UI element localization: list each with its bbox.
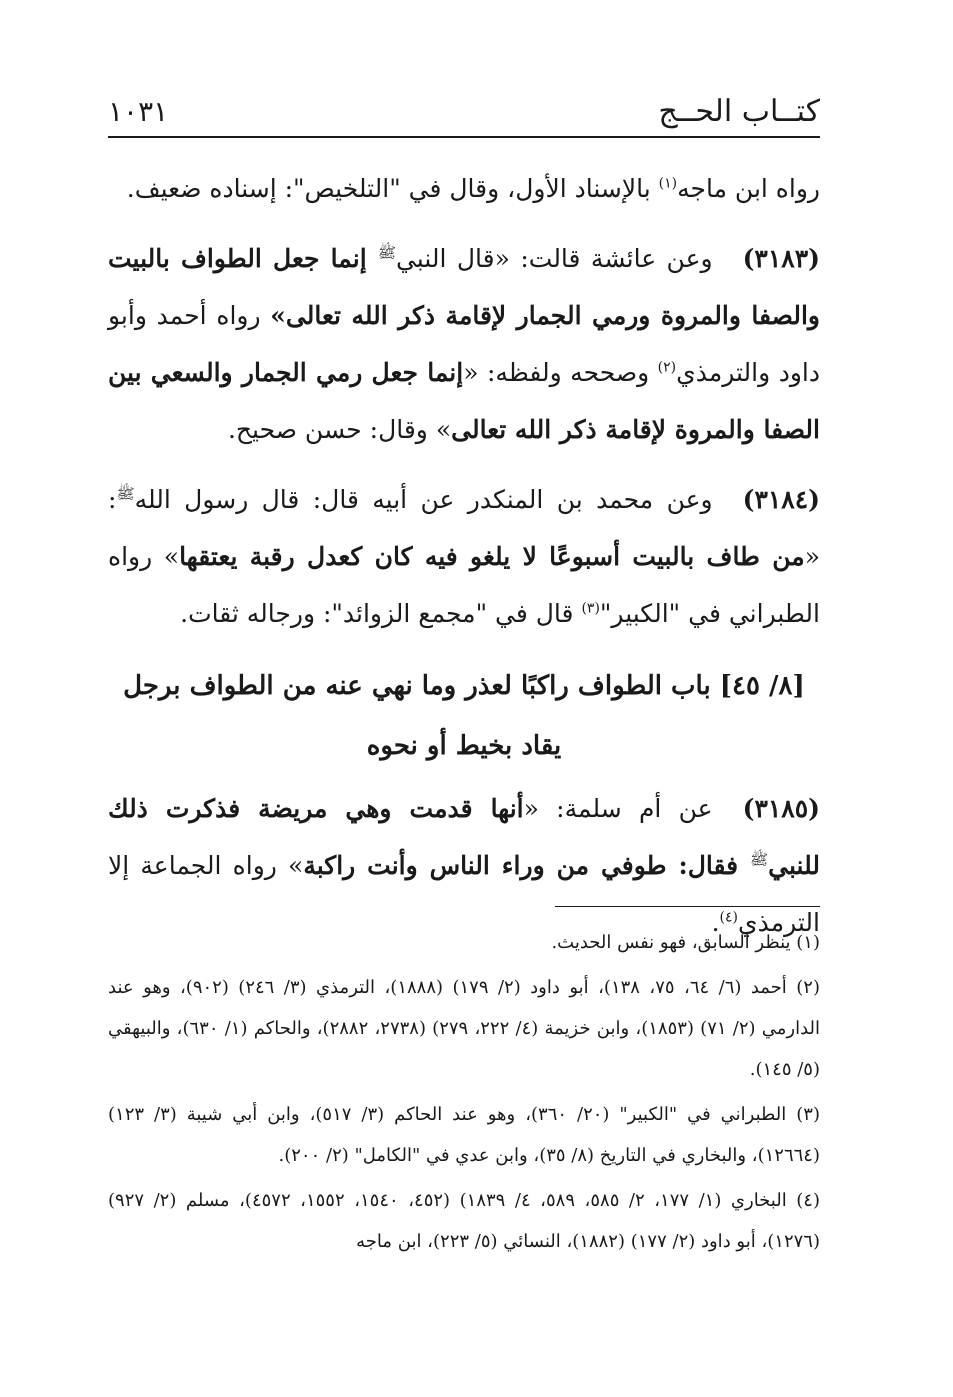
chapter-heading-line-1: [٨/ ٤٥] باب الطواف راكبًا لعذر وما نهي عنه من الطواف برجل <box>123 671 805 701</box>
text-span: » رواه الطبراني في "الكبير" <box>108 542 820 628</box>
hadith-quote: إنما جعل رمي الجمار والسعي بين الصفا والمروة لإقامة ذكر الله تعالى <box>108 358 820 444</box>
hadith-3184 <box>108 471 820 642</box>
text-span: » رواه الجماعة إلا الترمذي <box>108 851 820 937</box>
hadith-number: (٣١٨٣) <box>742 244 820 273</box>
text-span: وصححه ولفظه: « <box>463 358 658 387</box>
header-divider <box>108 136 820 138</box>
footnote-divider <box>555 906 820 907</box>
hadith-number: (٣١٨٥) <box>742 794 820 823</box>
text-span: وعن محمد بن المنكدر عن أبيه قال: قال رسول الله <box>134 485 713 514</box>
text-span: » وقال: حسن صحيح. <box>227 415 452 444</box>
hadith-3183 <box>108 230 820 458</box>
hadith-quote: أنها قدمت وهي مريضة فذكرت ذلك للنبي <box>108 794 820 880</box>
running-title: كتــاب الحــج <box>658 94 820 129</box>
chapter-heading <box>108 656 820 776</box>
hadith-quote: إنما جعل الطواف بالبيت والصفا والمروة ورمي الجمار لإقامة ذكر الله تعالى» <box>108 244 820 330</box>
footnote-3: (٣) الطبراني في "الكبير" (٢٠/ ٣٦٠)، وهو عند الحاكم (٣/ ٥١٧)، وابن أبي شيبة (٣/ ١٢٣) (١٢٦٦٤)، والبخاري في التاريخ (٨/ ٣٥)، وابن عدي في "الكامل" (٢/ ٢٠٠). <box>108 1104 820 1166</box>
text-span: رواه ابن ماجه <box>677 174 820 203</box>
footnote-4: (٤) البخاري (١/ ١٧٧، ٢/ ٥٨٥، ٥٨٩، ٤/ ١٨٣٩) (٤٥٢، ١٥٤٠، ١٥٥٢، ٤٥٧٢)، مسلم (٢/ ٩٢٧) (١٢٧٦)، أبو داود (٢/ ١٧٧) (١٨٨٢)، النسائي (٥/ ٢٢٣)، ابن ماجه <box>108 1190 820 1252</box>
text-span: وعن عائشة قالت: «قال النبي <box>395 244 713 273</box>
footnote-ref-1[interactable]: (١) <box>658 175 678 192</box>
footnote-2: (٢) أحمد (٦/ ٦٤، ٧٥، ١٣٨)، أبو داود (٢/ ١٧٩) (١٨٨٨)، الترمذي (٣/ ٢٤٦) (٩٠٢)، وهو عند الدارمي (٢/ ٧١) (١٨٥٣)، وابن خزيمة (٤/ ٢٢٢، ٢٧٩) (٢٧٣٨، ٢٨٨٢)، والحاكم (١/ ٦٣٠)، والبيهقي (٥/ ١٤٥). <box>108 977 821 1080</box>
salawat-glyph: ﷺ <box>116 484 135 503</box>
page-number: ١٠٣١ <box>108 95 169 128</box>
footnote-ref-4[interactable]: (٤) <box>719 909 739 926</box>
footnote-ref-2[interactable]: (٢) <box>657 359 677 376</box>
main-text <box>108 160 820 951</box>
chapter-heading-line-2: يقاد بخيط أو نحوه <box>366 731 562 761</box>
text-span: . <box>711 908 720 937</box>
text-span: : « <box>108 485 820 571</box>
page-header <box>108 92 820 132</box>
text-span: بالإسناد الأول، وقال في "التلخيص": إسناده ضعيف. <box>126 174 659 203</box>
footnote-ref-3[interactable]: (٣) <box>581 600 600 617</box>
footnote-1: (١) ينظر السابق، فهو نفس الحديث. <box>551 932 820 953</box>
salawat-glyph: ﷺ <box>750 850 769 869</box>
hadith-quote: فقال: طوفي من وراء الناس وأنت راكبة <box>303 851 751 880</box>
text-span: عن أم سلمة: « <box>523 794 713 823</box>
paragraph-1 <box>108 160 820 217</box>
hadith-quote: من طاف بالبيت أسبوعًا لا يلغو فيه كان كعدل رقبة يعتقها <box>179 542 805 571</box>
text-span: قال في "مجمع الزوائد": ورجاله ثقات. <box>180 599 582 628</box>
salawat-glyph: ﷺ <box>377 243 396 262</box>
footnotes <box>108 922 820 1266</box>
hadith-number: (٣١٨٤) <box>742 485 820 514</box>
text-span: رواه أحمد وأبو داود والترمذي <box>108 301 820 387</box>
